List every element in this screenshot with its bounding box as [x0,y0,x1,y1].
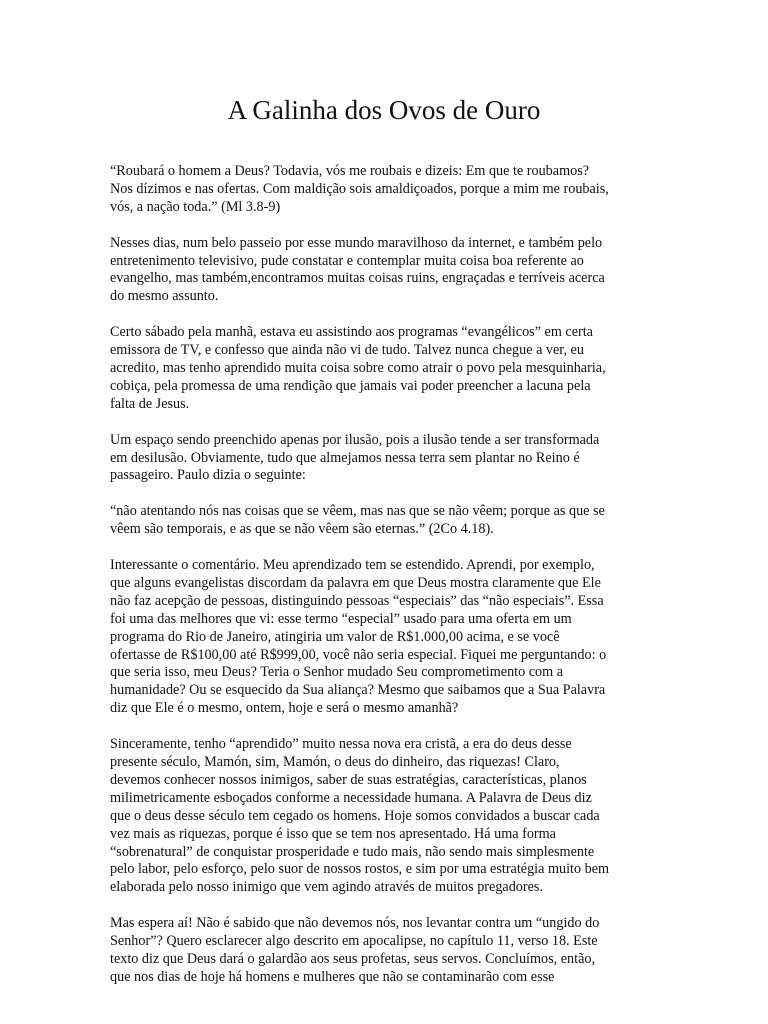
paragraph-line: programa do Rio de Janeiro, atingiria um valor de R$1.000,00 acima, e se você [110,628,560,645]
paragraph-line: Nos dízimos e nas ofertas. Com maldição sois amaldiçoados, porque a mim me roubais, [110,180,609,197]
paragraph-line: vez mais as riquezas, porque é isso que se tem nos apresentado. Há uma forma [110,825,556,842]
paragraph-line: em desilusão. Obviamente, tudo que almejamos nessa terra sem plantar no Reino é [110,449,580,466]
body-paragraph [110,915,670,987]
paragraph-line: Interessante o comentário. Meu aprendizado tem se estendido. Aprendi, por exemplo, [110,557,595,574]
paragraph-line: “Roubará o homem a Deus? Todavia, vós me roubais e dizeis: Em que te roubamos? [110,163,590,179]
paragraph-line: “não atentando nós nas coisas que se vêem, mas nas que se não vêem; porque as que se [110,503,605,520]
paragraph-line: Sinceramente, tenho “aprendido” muito nessa nova era cristã, a era do deus desse [110,736,572,753]
paragraph-line: “sobrenatural” de conquistar prosperidade e tudo mais, não sendo mais simplesmente [110,843,595,860]
paragraph-line: devemos conhecer nossos inimigos, saber de suas estratégias, características, planos [110,771,587,788]
paragraph-line: pelo labor, pelo esforço, pelo suor de nossos rostos, e sim por uma estratégia muito bem [110,861,610,878]
paragraph-line: vós, a nação toda.” (Ml 3.8-9) [110,198,281,215]
paragraph-line: que alguns evangelistas discordam da palavra em que Deus mostra claramente que Ele [110,575,601,592]
paragraph-line: ofertasse de R$100,00 até R$999,00, você não seria especial. Fiquei me perguntando: o [110,646,607,663]
paragraph-line: elaborada pelo nosso inimigo que vem agindo através de muitos pregadores. [110,879,543,896]
body-paragraph [110,235,670,307]
body-paragraph [110,503,670,539]
paragraph-line: que nos dias de hoje há homens e mulheres que não se contaminarão com esse [110,968,555,985]
paragraph-line: emissora de TV, e confesso que ainda não vi de tudo. Talvez nunca chegue a ver, eu [110,342,584,359]
paragraph-line: cobiça, pela promessa de uma rendição que jamais vai poder preencher a lacuna pela [110,377,591,394]
paragraph-line: Um espaço sendo preenchido apenas por ilusão, pois a ilusão tende a ser transformada [110,431,600,448]
paragraph-line: texto diz que Deus dará o galardão aos seus profetas, seus servos. Concluímos, então, [110,950,596,967]
paragraph-line: Certo sábado pela manhã, estava eu assistindo aos programas “evangélicos” em certa [110,324,593,341]
body-paragraph [110,432,670,486]
paragraph-line: milimetricamente esboçados conforme a necessidade humana. A Palavra de Deus diz [110,789,592,806]
paragraph-line: diz que Ele é o mesmo, ontem, hoje e será o mesmo amanhã? [110,700,459,717]
paragraph-line: evangelho, mas também,encontramos muitas coisas ruins, engraçadas e terríveis acerca [110,270,605,287]
paragraph-line: falta de Jesus. [110,395,190,412]
paragraph-line: do mesmo assunto. [110,288,219,305]
paragraph-line: entretenimento televisivo, pude constatar e contemplar muita coisa boa referente ao [110,252,584,269]
paragraph-line: Nesses dias, num belo passeio por esse mundo maravilhoso da internet, e também pelo [110,234,603,251]
body-paragraph [110,163,670,217]
document-title: A Galinha dos Ovos de Ouro [227,95,541,125]
paragraph-line: Senhor”? Quero esclarecer algo descrito em apocalipse, no capítulo 11, verso 18. Este [110,933,598,950]
paragraph-line: humanidade? Ou se esquecido da Sua aliança? Mesmo que saibamos que a Sua Palavra [110,682,606,699]
paragraph-line: Mas espera aí! Não é sabido que não devemos nós, nos levantar contra um “ungido do [110,915,600,932]
paragraph-line: foi uma das melhores que vi: esse termo “especial” usado para uma oferta em um [110,610,572,627]
paragraph-line: presente século, Mamón, sim, Mamón, o deus do dinheiro, das riquezas! Claro, [110,754,560,771]
body-paragraph [110,736,670,897]
paragraph-line: passageiro. Paulo dizia o seguinte: [110,467,306,484]
paragraph-line: que seria isso, meu Deus? Teria o Senhor mudado Seu comprometimento com a [110,664,564,681]
paragraph-line: acredito, mas tenho aprendido muita coisa sobre como atrair o povo pela mesquinharia, [110,360,606,377]
document-body [110,163,670,1005]
paragraph-line: que o deus desse século tem cegado os homens. Hoje somos convidados a buscar cada [110,807,600,824]
body-paragraph [110,557,670,718]
paragraph-line: vêem são temporais, e as que se não vêem são eternas.” (2Co 4.18). [110,521,494,538]
paragraph-line: não faz acepção de pessoas, distinguindo pessoas “especiais” das “não especiais”. Essa [110,592,604,609]
body-paragraph [110,324,670,413]
